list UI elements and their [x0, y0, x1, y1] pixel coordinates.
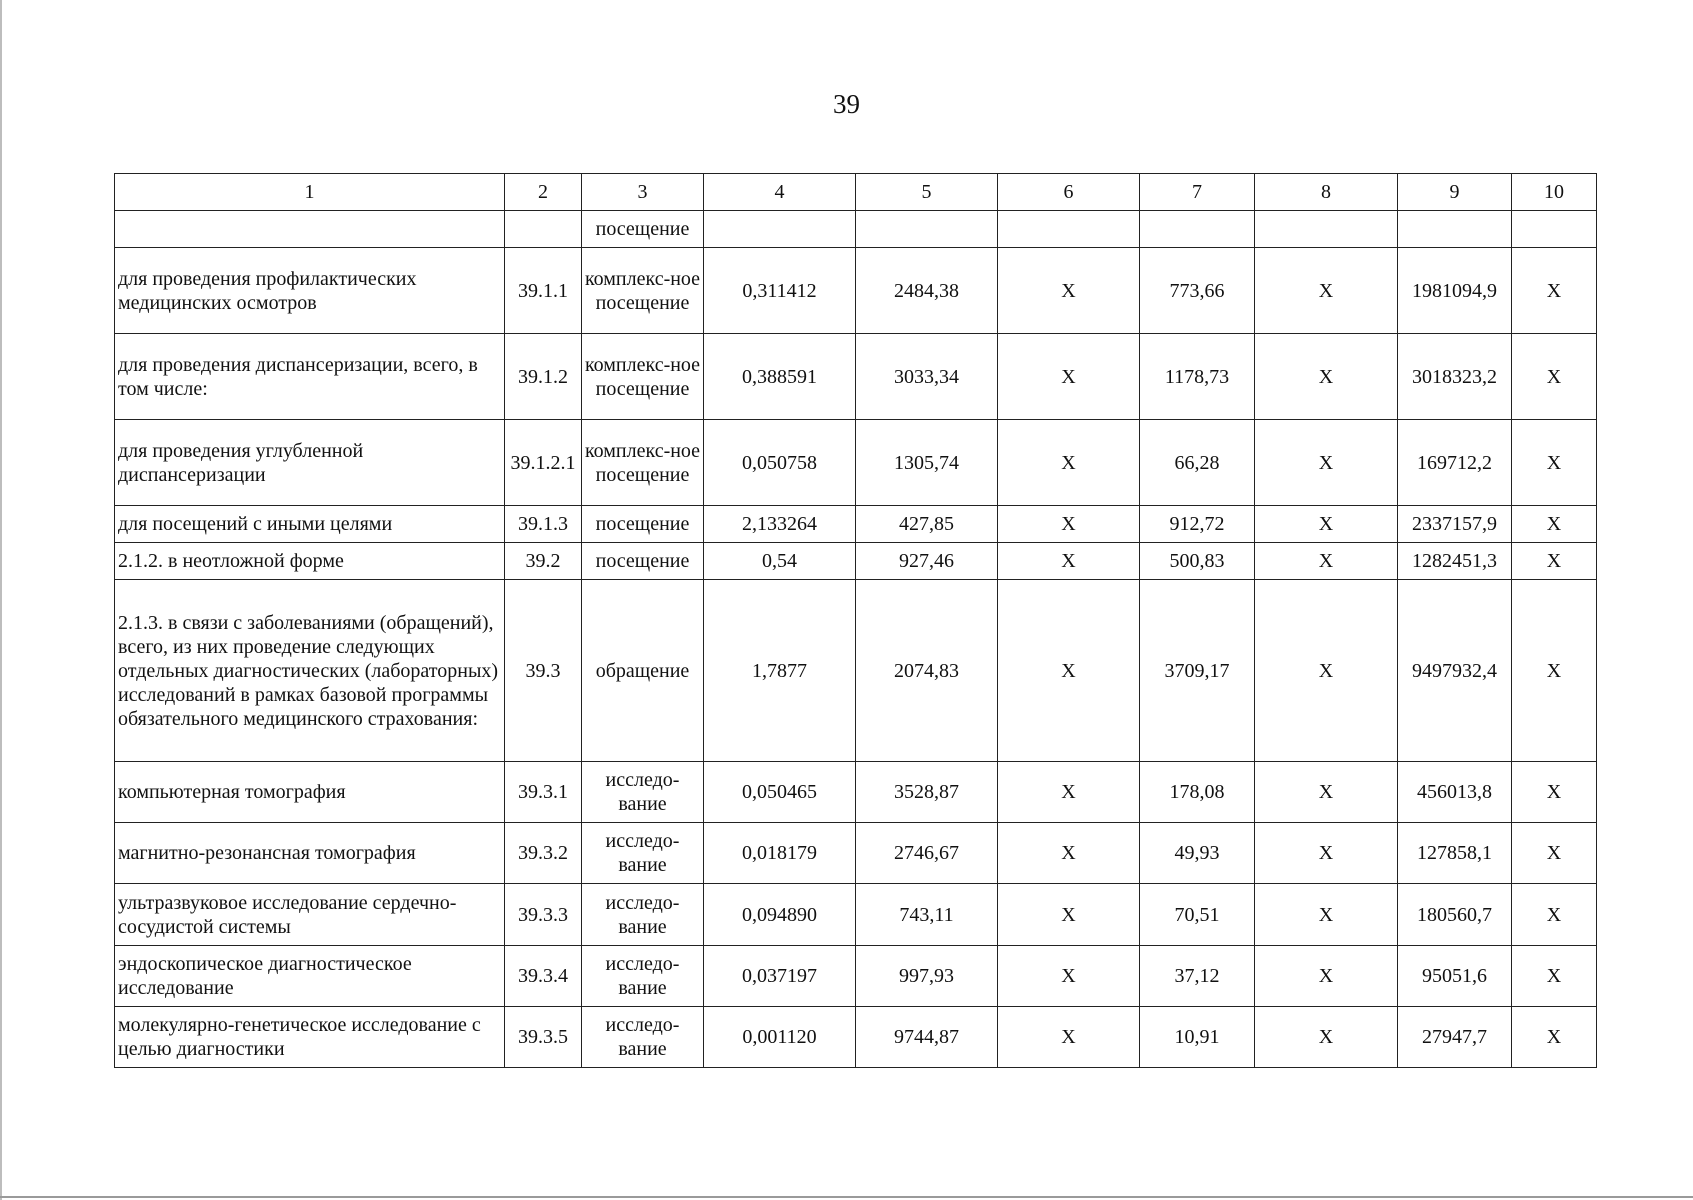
row-col-9: 27947,7 [1398, 1007, 1512, 1068]
scan-edge-bottom [0, 1196, 1693, 1198]
row-unit: посещение [582, 543, 704, 580]
row-col-10: X [1512, 543, 1597, 580]
row-col-7: 70,51 [1140, 884, 1255, 946]
row-col-4: 0,311412 [704, 248, 856, 334]
table-row [115, 506, 1597, 543]
row-name: ультразвуковое исследование сердечно-сосудистой системы [115, 884, 505, 946]
row-col-9: 3018323,2 [1398, 334, 1512, 420]
row-col-7: 912,72 [1140, 506, 1255, 543]
row-col-6: X [998, 884, 1140, 946]
row-col-5: 2074,83 [856, 580, 998, 762]
row-col-6 [998, 211, 1140, 248]
row-col-7: 1178,73 [1140, 334, 1255, 420]
row-col-4: 0,018179 [704, 823, 856, 884]
row-col-6: X [998, 420, 1140, 506]
table-row [115, 946, 1597, 1007]
table-row [115, 420, 1597, 506]
column-number-9: 9 [1398, 174, 1512, 211]
row-col-4: 0,001120 [704, 1007, 856, 1068]
row-col-10: X [1512, 506, 1597, 543]
row-col-9: 180560,7 [1398, 884, 1512, 946]
row-col-10 [1512, 211, 1597, 248]
row-col-9: 1282451,3 [1398, 543, 1512, 580]
row-col-4: 0,54 [704, 543, 856, 580]
row-name: для проведения углубленной диспансеризации [115, 420, 505, 506]
row-col-5: 427,85 [856, 506, 998, 543]
row-unit: исследо-вание [582, 884, 704, 946]
row-col-4: 0,050758 [704, 420, 856, 506]
column-number-4: 4 [704, 174, 856, 211]
column-number-7: 7 [1140, 174, 1255, 211]
row-col-9: 1981094,9 [1398, 248, 1512, 334]
column-number-1: 1 [115, 174, 505, 211]
row-name [115, 211, 505, 248]
row-col-9: 2337157,9 [1398, 506, 1512, 543]
row-col-8: X [1255, 334, 1398, 420]
row-col-4 [704, 211, 856, 248]
row-unit: обращение [582, 580, 704, 762]
row-col-10: X [1512, 334, 1597, 420]
row-col-8: X [1255, 884, 1398, 946]
column-number-5: 5 [856, 174, 998, 211]
row-col-7: 3709,17 [1140, 580, 1255, 762]
row-col-4: 0,037197 [704, 946, 856, 1007]
row-col-5: 3528,87 [856, 762, 998, 823]
row-name: 2.1.2. в неотложной форме [115, 543, 505, 580]
row-col-6: X [998, 334, 1140, 420]
row-code: 39.1.1 [505, 248, 582, 334]
row-col-6: X [998, 1007, 1140, 1068]
row-code: 39.3.5 [505, 1007, 582, 1068]
row-code: 39.3.1 [505, 762, 582, 823]
table-row [115, 543, 1597, 580]
row-name: для проведения диспансеризации, всего, в том числе: [115, 334, 505, 420]
row-col-10: X [1512, 420, 1597, 506]
row-col-8: X [1255, 823, 1398, 884]
row-col-7: 66,28 [1140, 420, 1255, 506]
row-unit: посещение [582, 211, 704, 248]
row-col-10: X [1512, 884, 1597, 946]
row-col-10: X [1512, 762, 1597, 823]
row-unit: исследо-вание [582, 762, 704, 823]
column-number-6: 6 [998, 174, 1140, 211]
row-col-5: 3033,34 [856, 334, 998, 420]
row-col-10: X [1512, 946, 1597, 1007]
row-name: 2.1.3. в связи с заболеваниями (обращений), всего, из них проведение следующих отдельных диагностических (лабораторных) исследований в рамках базовой программы обязательного медицинского страхования: [115, 580, 505, 762]
data-table [114, 173, 1597, 1068]
row-code: 39.2 [505, 543, 582, 580]
row-col-6: X [998, 946, 1140, 1007]
row-col-7 [1140, 211, 1255, 248]
row-code [505, 211, 582, 248]
row-unit: комплекс-ное посещение [582, 420, 704, 506]
row-col-8 [1255, 211, 1398, 248]
row-col-6: X [998, 762, 1140, 823]
page-number: 39 [833, 89, 860, 119]
row-col-5: 9744,87 [856, 1007, 998, 1068]
row-col-8: X [1255, 248, 1398, 334]
row-col-8: X [1255, 946, 1398, 1007]
row-col-5 [856, 211, 998, 248]
row-code: 39.1.2.1 [505, 420, 582, 506]
row-col-5: 2746,67 [856, 823, 998, 884]
table-row [115, 580, 1597, 762]
row-unit: исследо-вание [582, 946, 704, 1007]
column-number-row [115, 174, 1597, 211]
table-row [115, 334, 1597, 420]
row-col-7: 10,91 [1140, 1007, 1255, 1068]
row-col-10: X [1512, 823, 1597, 884]
column-number-8: 8 [1255, 174, 1398, 211]
table-row [115, 884, 1597, 946]
row-col-7: 500,83 [1140, 543, 1255, 580]
row-col-7: 773,66 [1140, 248, 1255, 334]
row-col-10: X [1512, 1007, 1597, 1068]
table-row [115, 823, 1597, 884]
row-col-5: 743,11 [856, 884, 998, 946]
row-col-5: 1305,74 [856, 420, 998, 506]
row-code: 39.1.2 [505, 334, 582, 420]
row-col-6: X [998, 823, 1140, 884]
column-number-10: 10 [1512, 174, 1597, 211]
row-col-5: 927,46 [856, 543, 998, 580]
row-code: 39.3 [505, 580, 582, 762]
row-col-9: 127858,1 [1398, 823, 1512, 884]
row-col-4: 0,050465 [704, 762, 856, 823]
row-col-8: X [1255, 580, 1398, 762]
column-number-3: 3 [582, 174, 704, 211]
row-name: магнитно-резонансная томография [115, 823, 505, 884]
row-col-8: X [1255, 1007, 1398, 1068]
row-unit: комплекс-ное посещение [582, 334, 704, 420]
row-code: 39.1.3 [505, 506, 582, 543]
row-col-7: 37,12 [1140, 946, 1255, 1007]
table-row [115, 1007, 1597, 1068]
table-row [115, 248, 1597, 334]
row-code: 39.3.3 [505, 884, 582, 946]
row-name: для посещений с иными целями [115, 506, 505, 543]
row-unit: исследо-вание [582, 823, 704, 884]
row-name: компьютерная томография [115, 762, 505, 823]
row-col-8: X [1255, 762, 1398, 823]
row-col-4: 0,388591 [704, 334, 856, 420]
row-col-9: 456013,8 [1398, 762, 1512, 823]
table-row [115, 211, 1597, 248]
row-col-10: X [1512, 248, 1597, 334]
row-col-5: 997,93 [856, 946, 998, 1007]
row-col-10: X [1512, 580, 1597, 762]
row-name: для проведения профилактических медицинских осмотров [115, 248, 505, 334]
row-col-8: X [1255, 420, 1398, 506]
row-col-8: X [1255, 543, 1398, 580]
row-col-9: 9497932,4 [1398, 580, 1512, 762]
row-col-5: 2484,38 [856, 248, 998, 334]
row-col-9: 95051,6 [1398, 946, 1512, 1007]
row-unit: комплекс-ное посещение [582, 248, 704, 334]
row-col-4: 2,133264 [704, 506, 856, 543]
row-col-7: 178,08 [1140, 762, 1255, 823]
row-col-7: 49,93 [1140, 823, 1255, 884]
row-col-4: 1,7877 [704, 580, 856, 762]
row-unit: исследо-вание [582, 1007, 704, 1068]
column-number-2: 2 [505, 174, 582, 211]
row-col-9 [1398, 211, 1512, 248]
row-col-9: 169712,2 [1398, 420, 1512, 506]
row-col-6: X [998, 506, 1140, 543]
row-col-6: X [998, 543, 1140, 580]
row-col-6: X [998, 248, 1140, 334]
row-col-8: X [1255, 506, 1398, 543]
scan-edge-left [0, 0, 2, 1200]
row-code: 39.3.4 [505, 946, 582, 1007]
row-col-6: X [998, 580, 1140, 762]
row-name: эндоскопическое диагностическое исследование [115, 946, 505, 1007]
table-row [115, 762, 1597, 823]
row-code: 39.3.2 [505, 823, 582, 884]
row-unit: посещение [582, 506, 704, 543]
row-name: молекулярно-генетическое исследование с целью диагностики [115, 1007, 505, 1068]
row-col-4: 0,094890 [704, 884, 856, 946]
